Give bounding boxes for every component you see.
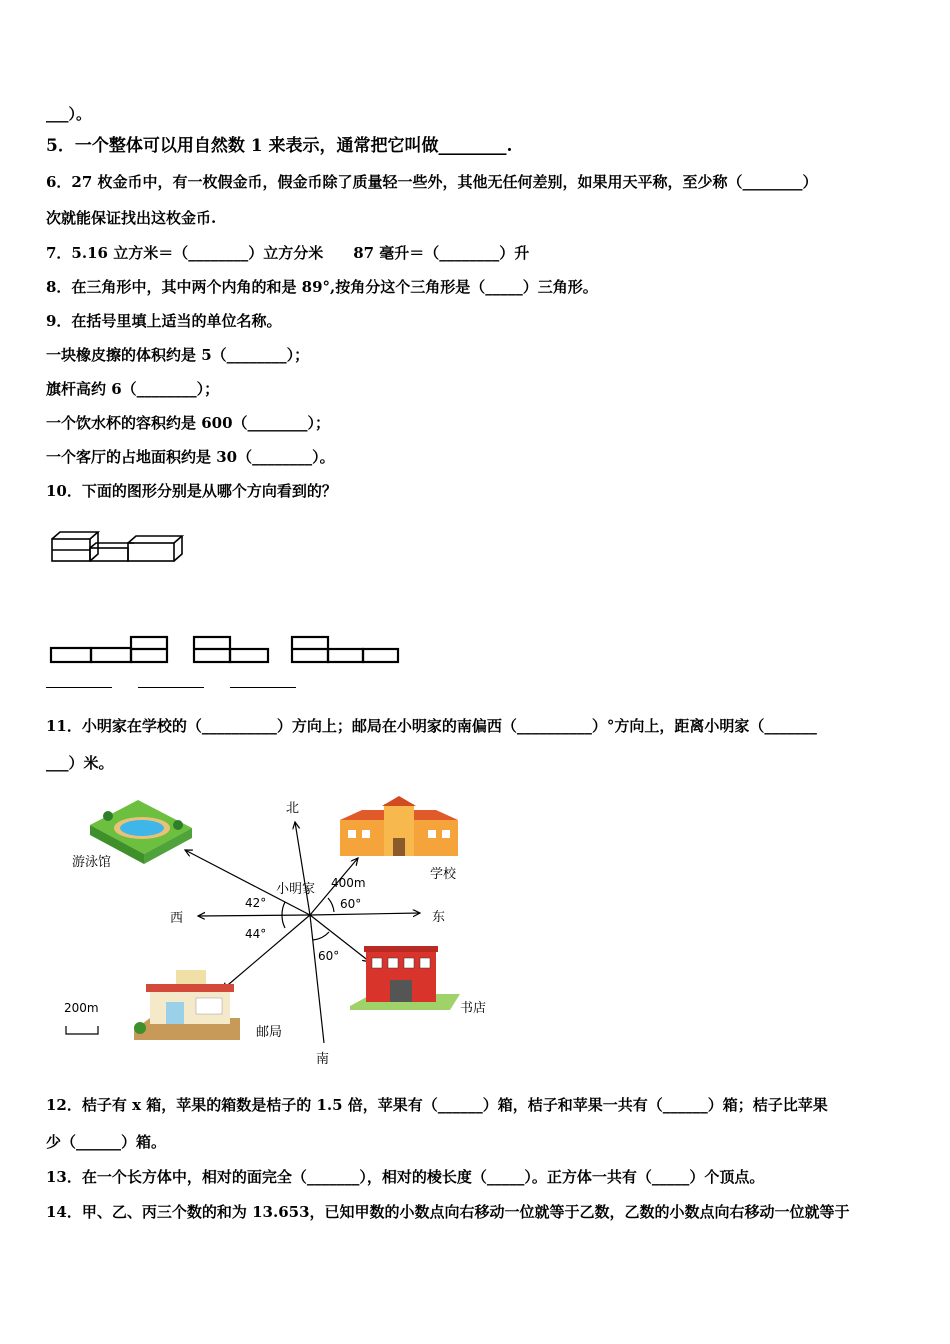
east-arrow: [310, 913, 420, 915]
north-label: 北: [286, 801, 300, 816]
post-office-label: 邮局: [256, 1025, 283, 1040]
question-14: 14．甲、乙、丙三个数的和为 13.653，已知甲数的小数点向右移动一位就等于乙数，乙数的小数点向右移动一位就等于: [46, 1203, 850, 1221]
school-label: 学校: [430, 867, 457, 882]
question-11-continued: ___）米。: [46, 754, 114, 772]
question-13: 13．在一个长方体中，相对的面完全（_______），相对的棱长度（_____）。正方体一共有（_____）个顶点。: [46, 1168, 765, 1186]
cube-figure-3d: [48, 528, 188, 566]
view-option-1: [48, 634, 172, 666]
bookstore-label: 书店: [460, 1001, 487, 1016]
center-label: 小明家: [276, 882, 316, 897]
north-arrow: [295, 822, 310, 915]
question-7: 7．5.16 立方米＝（________）立方分米 87 毫升＝（________）升: [46, 244, 530, 262]
question-6-continued: 次就能保证找出这枚金币.: [46, 209, 217, 227]
scale-label: 200m: [64, 1001, 99, 1015]
post-office-icon: [134, 970, 240, 1040]
angle-school-label: 60°: [340, 897, 362, 911]
question-8: 8．在三角形中，其中两个内角的和是 89°,按角分这个三角形是（_____）三角形。: [46, 278, 598, 296]
angle-post-label: 44°: [245, 927, 267, 941]
angle-pool-label: 42°: [245, 896, 267, 910]
question-9-c: 一个饮水杯的容积约是 600（________）；: [46, 414, 331, 432]
view-option-2: [191, 634, 273, 666]
west-label: 西: [170, 911, 184, 926]
question-12: 12．桔子有 x 箱，苹果的箱数是桔子的 1.5 倍，苹果有（______）箱，桔子和苹果一共有（______）箱；桔子比苹果: [46, 1096, 828, 1114]
question-12-continued: 少（______）箱。: [46, 1133, 167, 1151]
answer-blank-2: [138, 687, 204, 688]
view-option-3: [289, 634, 403, 666]
direction-map: [0, 785, 520, 1085]
answer-blank-3: [230, 687, 296, 688]
question-9: 9．在括号里填上适当的单位名称。: [46, 312, 282, 330]
question-6: 6．27 枚金币中，有一枚假金币，假金币除了质量轻一些外，其他无任何差别，如果用天平称，至少称（________）: [46, 173, 818, 191]
angle-bookstore-label: 60°: [318, 949, 340, 963]
school-icon: [340, 796, 458, 856]
distance-label: 400m: [331, 876, 366, 890]
question-9-b: 旗杆高约 6（________）；: [46, 380, 220, 398]
question-9-a: 一块橡皮擦的体积约是 5（________）；: [46, 346, 310, 364]
question-10: 10．下面的图形分别是从哪个方向看到的？: [46, 482, 337, 500]
question-11: 11．小明家在学校的（__________）方向上；邮局在小明家的南偏西（__________）°方向上，距离小明家（_______: [46, 717, 817, 735]
east-label: 东: [432, 910, 446, 925]
west-arrow: [198, 915, 310, 916]
south-label: 南: [316, 1052, 330, 1067]
scale-bar: [66, 1026, 98, 1034]
pool-label: 游泳馆: [72, 855, 112, 870]
south-line: [310, 915, 324, 1043]
answer-blank-1: [46, 687, 112, 688]
question-5: 5．一个整体可以用自然数 1 来表示，通常把它叫做________.: [46, 136, 513, 156]
question-9-d: 一个客厅的占地面积约是 30（________）。: [46, 448, 335, 466]
line-continuation: ___）。: [46, 105, 92, 123]
bookstore-icon: [350, 946, 460, 1010]
